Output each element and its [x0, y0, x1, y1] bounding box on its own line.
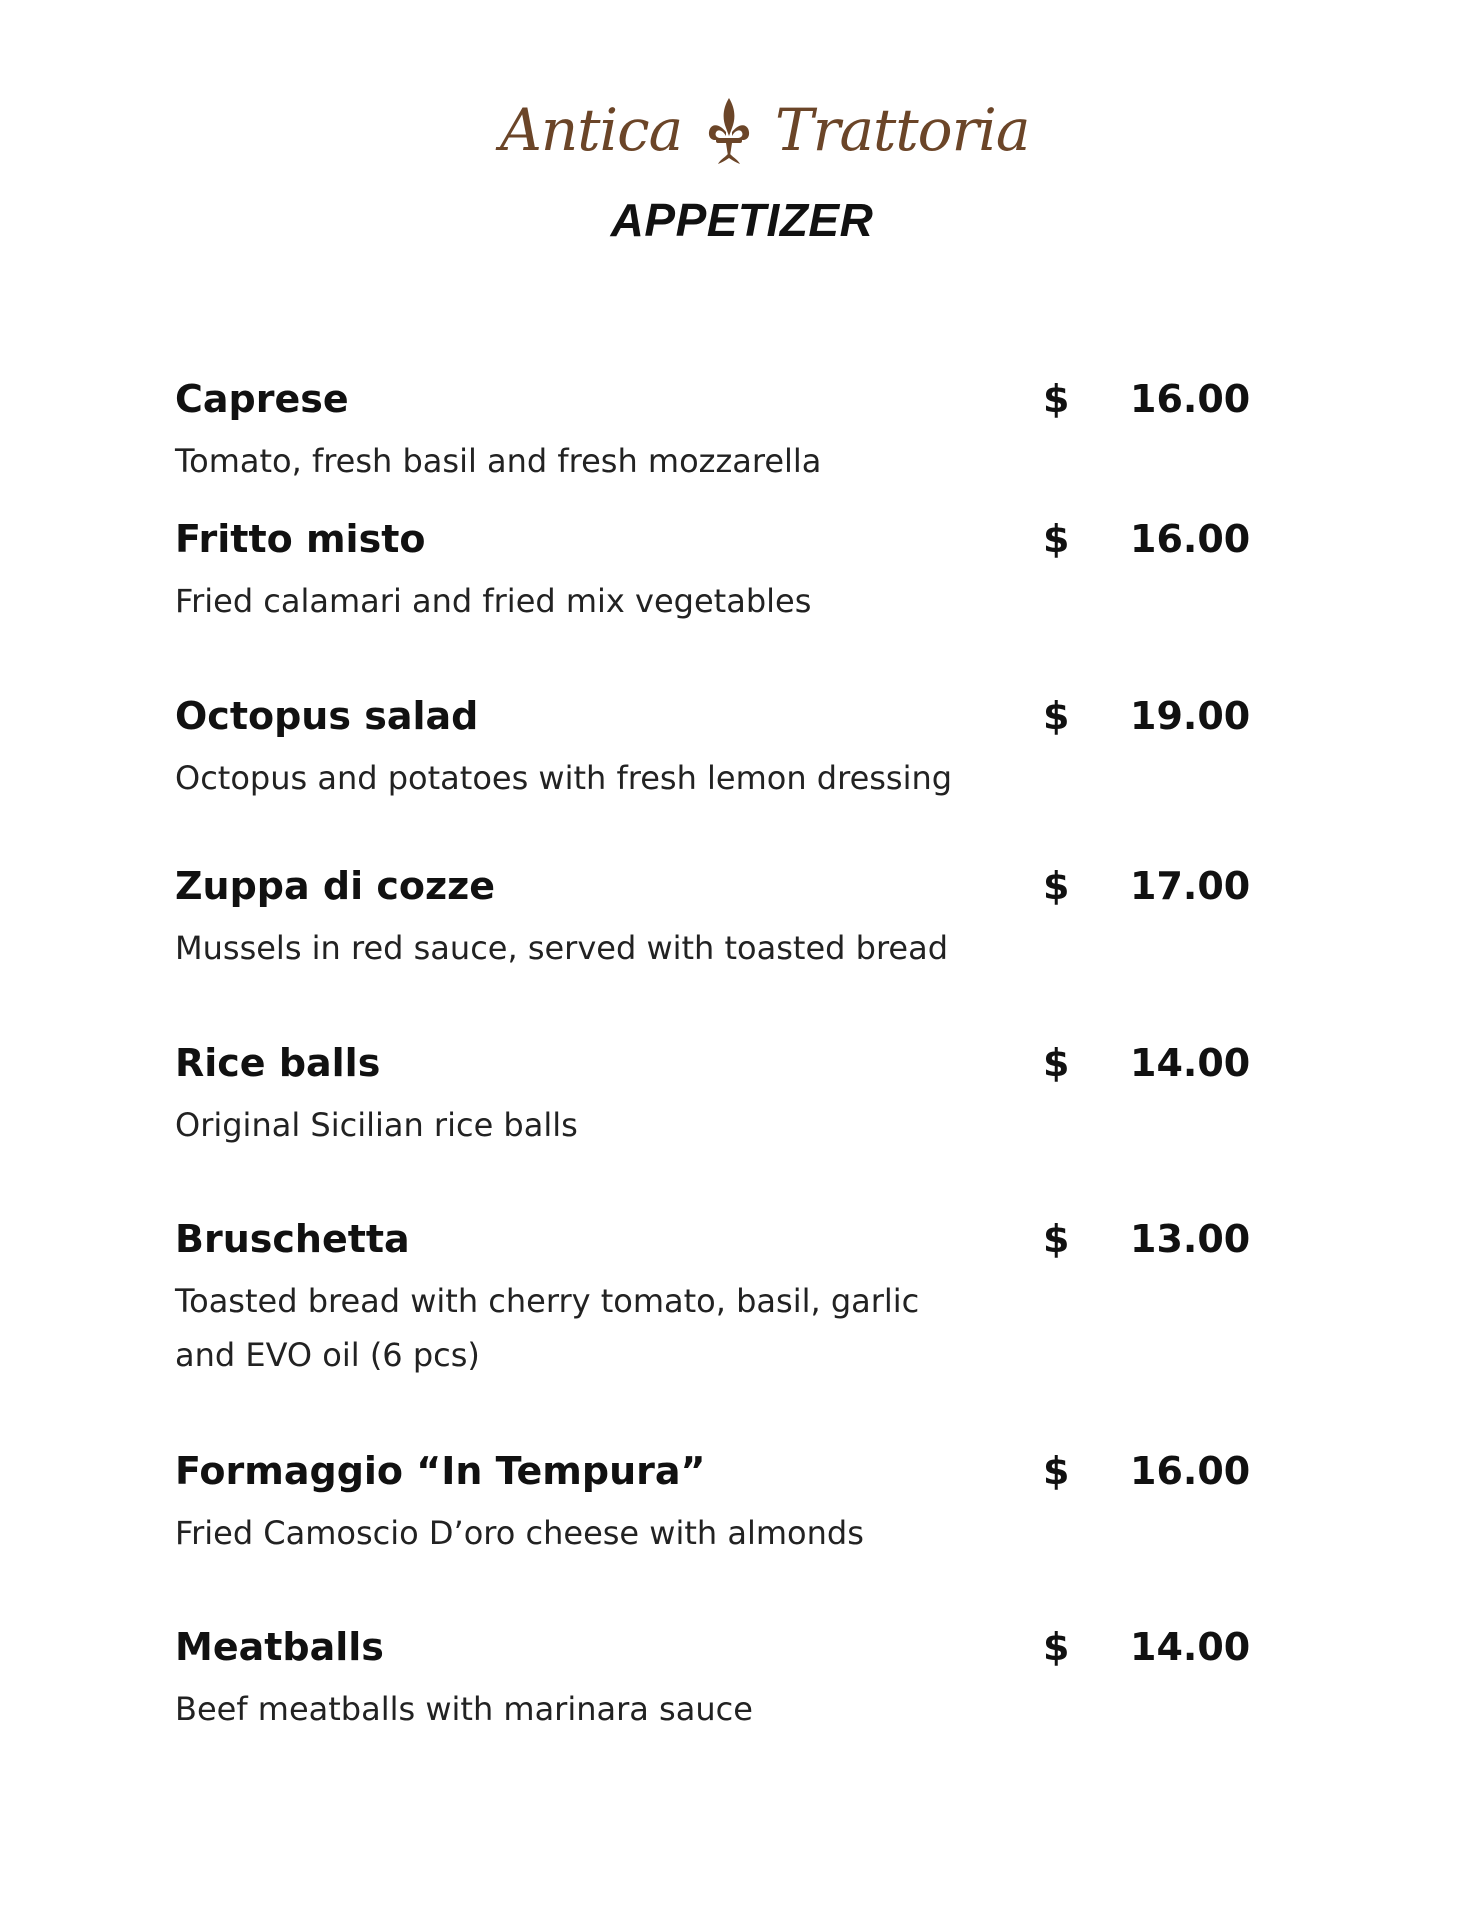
- menu-item-meatballs: [175, 1624, 1255, 1736]
- currency-symbol: $: [1043, 517, 1070, 561]
- menu-item-name: Zuppa di cozze: [175, 864, 495, 908]
- menu-item-name: Rice balls: [175, 1041, 381, 1085]
- currency-symbol: $: [1043, 864, 1070, 908]
- menu-item-price: 17.00: [1130, 864, 1251, 908]
- section-title: APPETIZER: [610, 194, 874, 246]
- menu-item-price: 16.00: [1130, 377, 1251, 421]
- menu-item-bruschetta: [175, 1216, 1255, 1382]
- fleur-de-lis-icon: [706, 96, 752, 166]
- menu-item-description: Mussels in red sauce, served with toasted bread: [175, 929, 948, 967]
- currency-symbol: $: [1043, 1217, 1070, 1261]
- menu-item-name: Octopus salad: [175, 694, 479, 738]
- menu-item-name: Formaggio “In Tempura”: [175, 1449, 706, 1493]
- menu-item-caprese: [175, 376, 1255, 488]
- menu-item-rice-balls: [175, 1040, 1255, 1152]
- menu-item-name: Bruschetta: [175, 1217, 410, 1261]
- menu-item-price: 14.00: [1130, 1625, 1251, 1669]
- menu-item-description: Beef meatballs with marinara sauce: [175, 1690, 753, 1728]
- menu-item-description: Tomato, fresh basil and fresh mozzarella: [175, 442, 822, 480]
- currency-symbol: $: [1043, 1041, 1070, 1085]
- menu-item-price: 16.00: [1130, 1449, 1251, 1493]
- menu-item-description: Octopus and potatoes with fresh lemon dressing: [175, 759, 953, 797]
- logo-word-second: Trattoria: [775, 96, 1030, 164]
- menu-item-description: Toasted bread with cherry tomato, basil, garlic and EVO oil (6 pcs): [175, 1282, 920, 1374]
- menu-item-price: 19.00: [1130, 694, 1251, 738]
- menu-item-description: Fried Camoscio D’oro cheese with almonds: [175, 1514, 864, 1552]
- menu-item-zuppa-di-cozze: [175, 863, 1255, 975]
- menu-item-octopus-salad: [175, 693, 1255, 805]
- menu-item-name: Meatballs: [175, 1625, 384, 1669]
- menu-item-formaggio-in-tempura: [175, 1448, 1255, 1560]
- menu-item-description: Original Sicilian rice balls: [175, 1106, 578, 1144]
- logo-word-first: Antica: [500, 96, 683, 164]
- menu-item-name: Caprese: [175, 377, 349, 421]
- menu-item-name: Fritto misto: [175, 517, 426, 561]
- currency-symbol: $: [1043, 377, 1070, 421]
- logo-wordmark: [500, 82, 1030, 194]
- currency-symbol: $: [1043, 1625, 1070, 1669]
- menu-item-fritto-misto: [175, 516, 1255, 628]
- currency-symbol: $: [1043, 694, 1070, 738]
- menu-item-price: 14.00: [1130, 1041, 1251, 1085]
- menu-item-price: 16.00: [1130, 517, 1251, 561]
- menu-item-price: 13.00: [1130, 1217, 1251, 1261]
- currency-symbol: $: [1043, 1449, 1070, 1493]
- menu-item-description: Fried calamari and fried mix vegetables: [175, 582, 812, 620]
- restaurant-logo: [500, 82, 1030, 194]
